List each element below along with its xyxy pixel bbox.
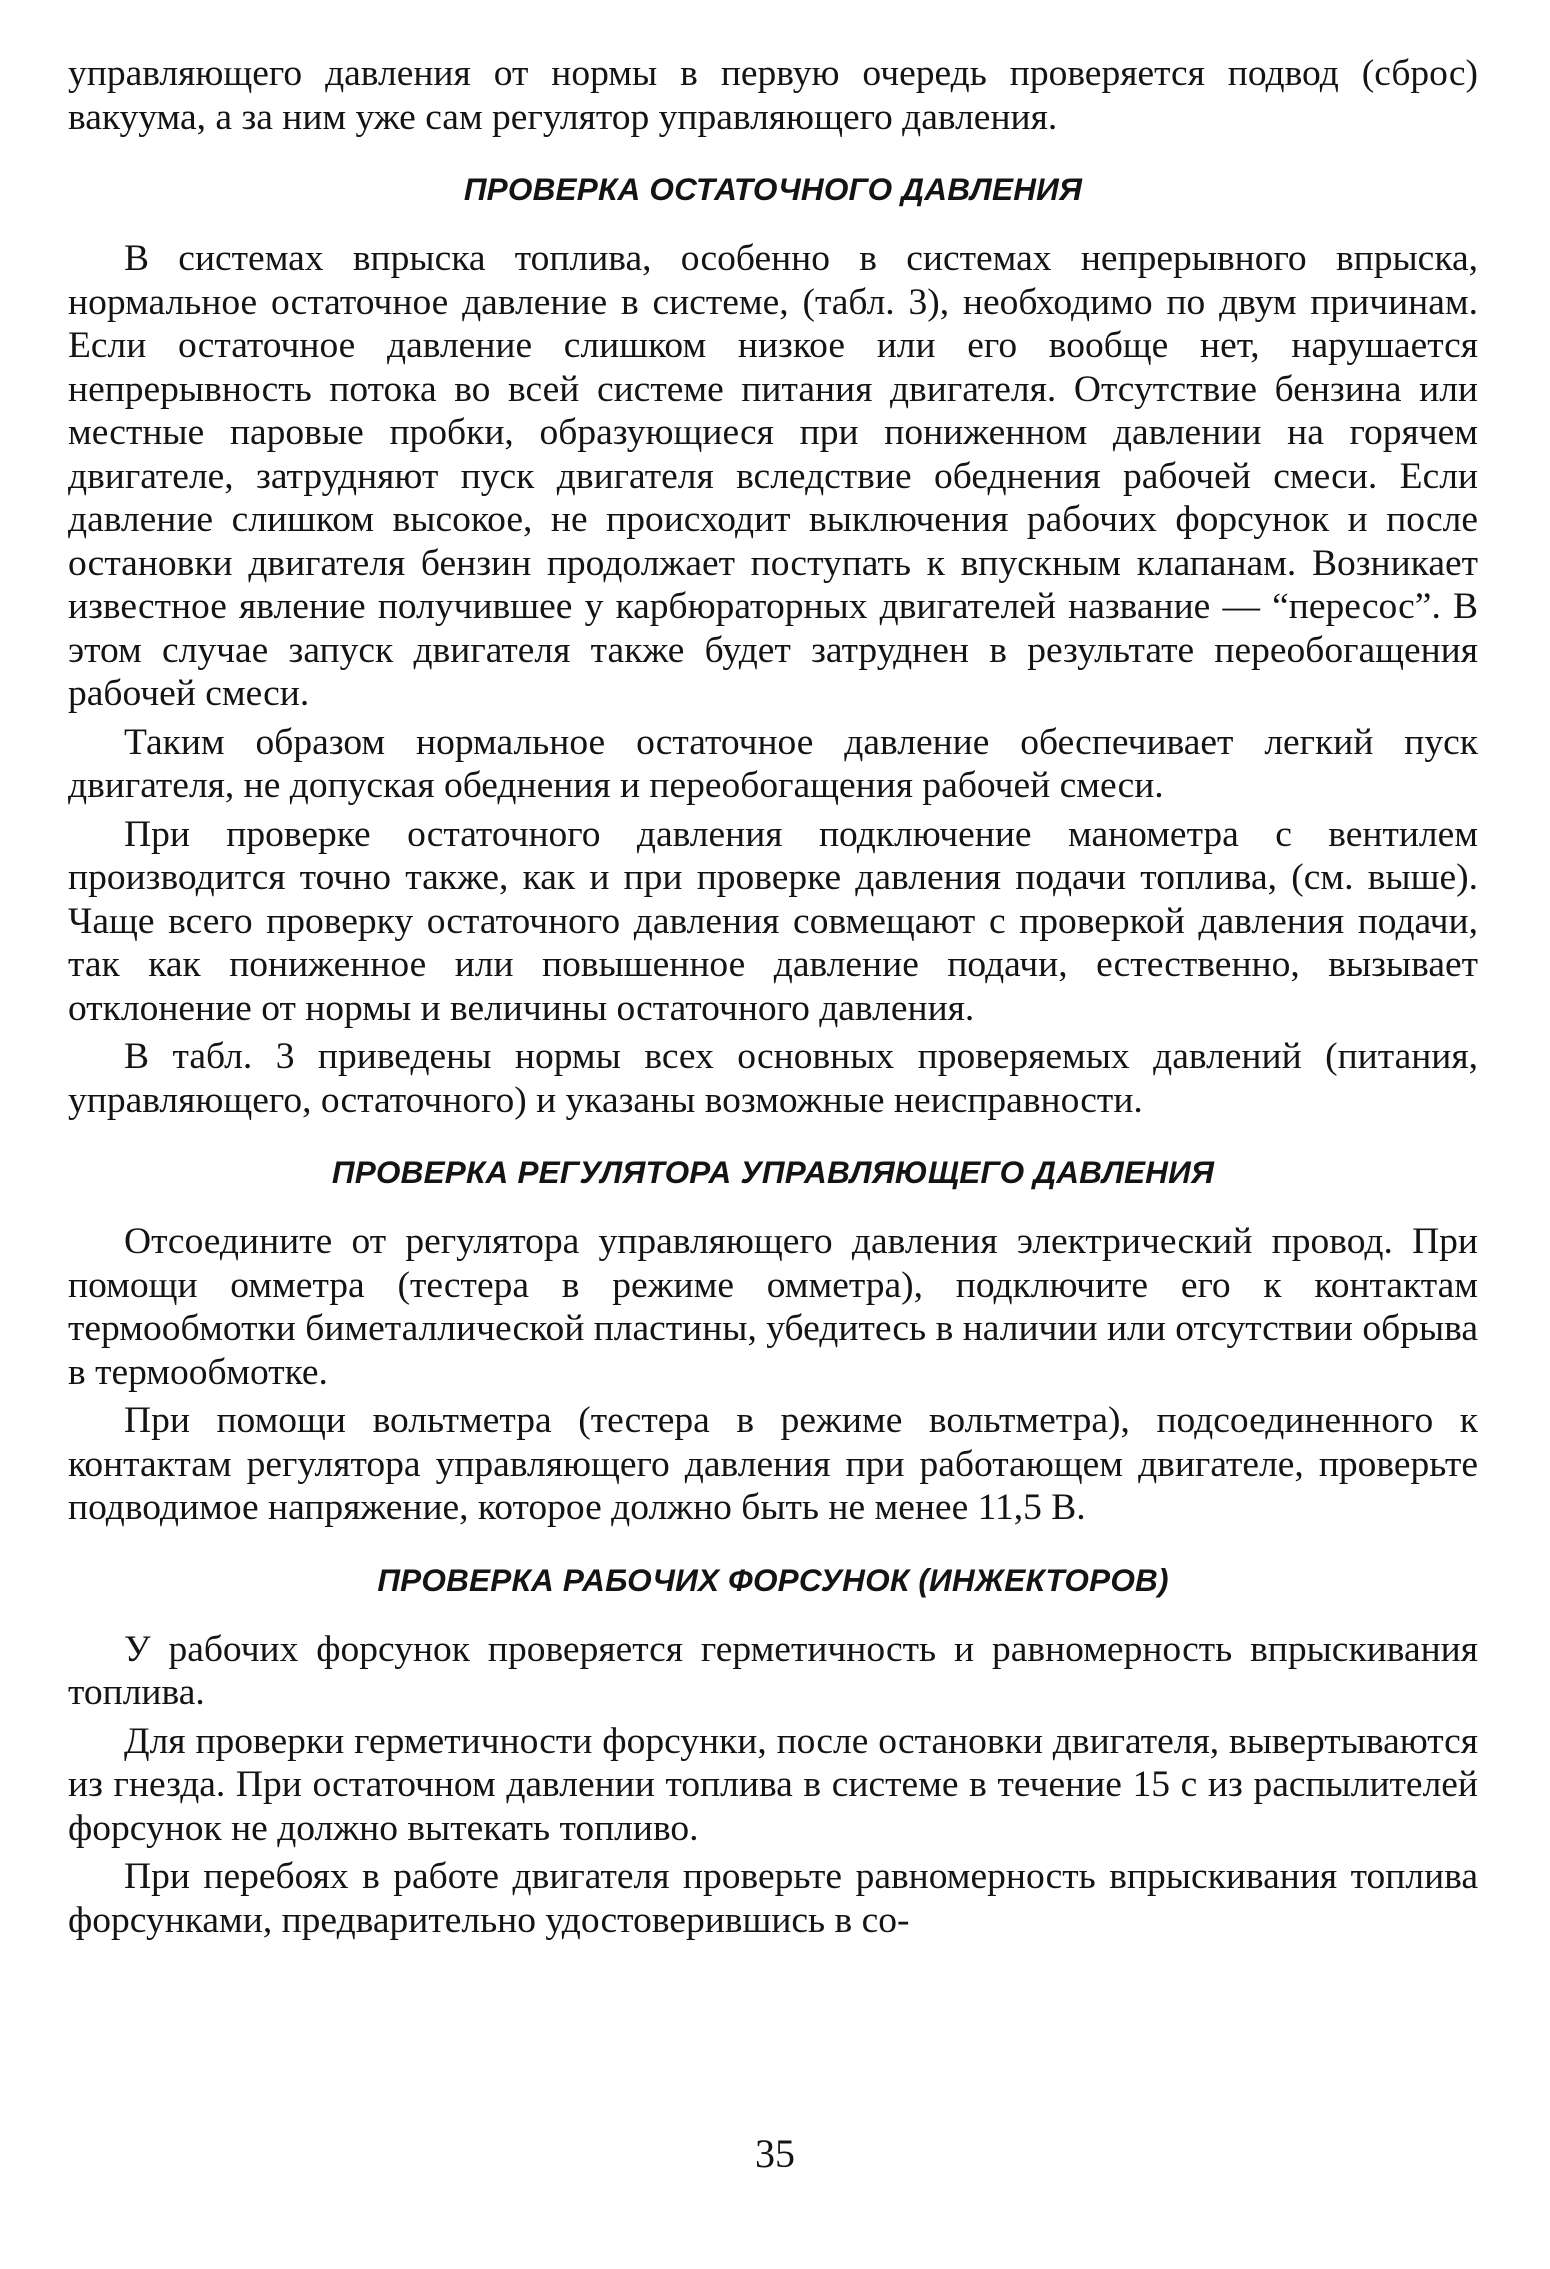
section-heading-residual-pressure: ПРОВЕРКА ОСТАТОЧНОГО ДАВЛЕНИЯ	[463, 171, 1083, 207]
paragraph: При перебоях в работе двигателя проверьте равномерность впрыскивания топлива форсунками, предварительно удостоверившись в со-	[68, 1856, 1478, 1941]
page-number: 35	[755, 2131, 795, 2176]
paragraph: Отсоедините от регулятора управляющего давления электрический провод. При помощи омметра (тестера в режиме омметра), подключите его к контактам термообмотки биметаллической пластины, убедитесь в наличии или отсутствии обрыва в термообмотке.	[68, 1221, 1478, 1393]
paragraph: В системах впрыска топлива, особенно в системах непрерывного впрыска, нормальное остаточное давление в системе, (табл. 3), необходимо по двум причинам. Если остаточное давление слишком низкое или его вообще нет, нарушается непрерывность потока во всей системе питания двигателя. Отсутствие бензина или местные паровые пробки, образующиеся при пониженном давлении на горячем двигателе, затрудняют пуск двигателя вследствие обеднения рабочей смеси. Если давление слишком высокое, не происходит выключения рабочих форсунок и после остановки двигателя бензин продолжает поступать к впускным клапанам. Возникает известное явление получившее у карбюраторных двигателей название — “пересос”. В этом случае запуск двигателя также будет затруднен в результате переобогащения рабочей смеси.	[68, 238, 1478, 714]
paragraph: При помощи вольтметра (тестера в режиме вольтметра), подсоединенного к контактам регулятора управляющего давления при работающем двигателе, проверьте подводимое напряжение, которое должно быть не менее 11,5 В.	[68, 1400, 1478, 1528]
paragraph: При проверке остаточного давления подключение манометра с вентилем производится точно также, как и при проверке давления подачи топлива, (см. выше). Чаще всего проверку остаточного давления совмещают с проверкой давления подачи, так как пониженное или повышенное давление подачи, естественно, вызывает отклонение от нормы и величины остаточного давления.	[68, 813, 1478, 1029]
paragraph: У рабочих форсунок проверяется герметичность и равномерность впрыскивания топлива.	[68, 1628, 1478, 1713]
section-heading-regulator: ПРОВЕРКА РЕГУЛЯТОРА УПРАВЛЯЮЩЕГО ДАВЛЕНИЯ	[331, 1154, 1215, 1190]
paragraph: В табл. 3 приведены нормы всех основных проверяемых давлений (питания, управляющего, остаточного) и указаны возможные неисправности.	[68, 1036, 1478, 1121]
paragraph: Для проверки герметичности форсунки, после остановки двигателя, вывертываются из гнезда. При остаточном давлении топлива в системе в течение 15 с из распылителей форсунок не должно вытекать топливо.	[68, 1720, 1478, 1849]
paragraph: Таким образом нормальное остаточное давление обеспечивает легкий пуск двигателя, не допуская обеднения и переобогащения рабочей смеси.	[68, 721, 1478, 806]
intro-paragraph: управляющего давления от нормы в первую очередь проверяется подвод (сброс) вакуума, а за ним уже сам регулятор управляющего давления.	[68, 53, 1478, 138]
section-heading-injectors: ПРОВЕРКА РАБОЧИХ ФОРСУНОК (ИНЖЕКТОРОВ)	[377, 1561, 1169, 1598]
page-body	[68, 52, 1478, 1942]
